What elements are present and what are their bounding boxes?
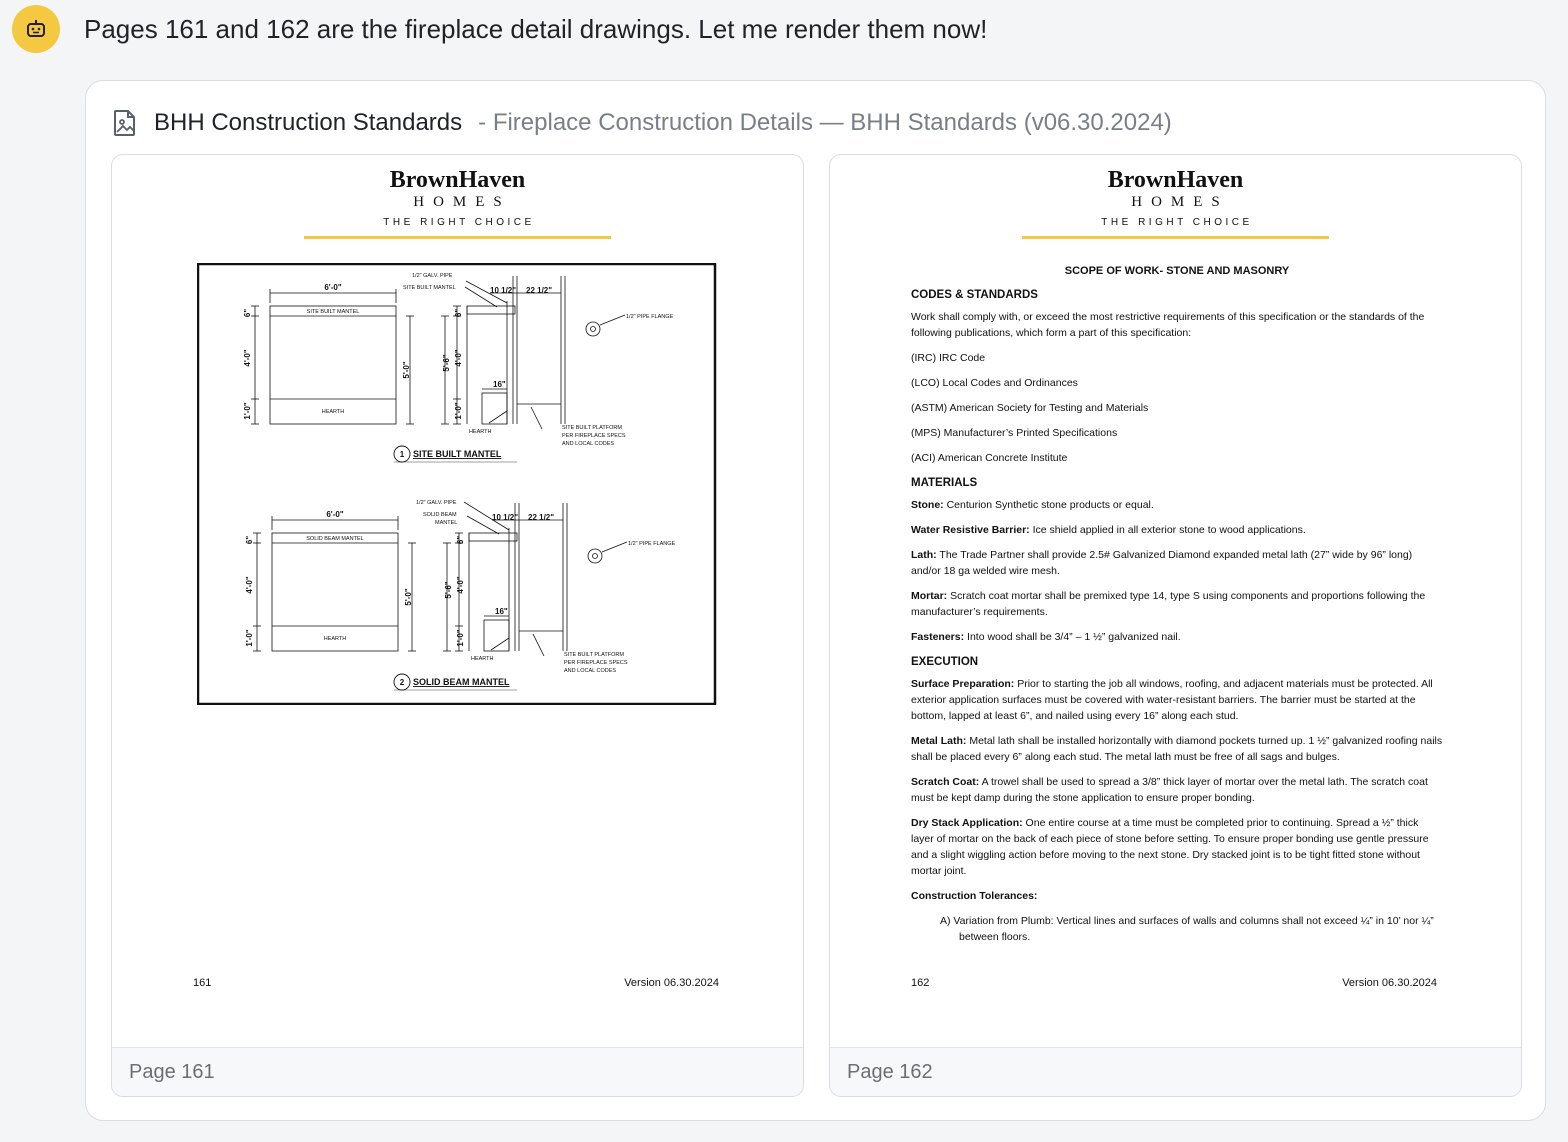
d1-depth-1012: 10 1/2" — [490, 286, 517, 295]
code-item: (LCO) Local Codes and Ordinances — [911, 377, 1078, 389]
page-preview-162[interactable] — [829, 154, 1522, 1097]
d2-side-h40: 4'-0" — [456, 576, 465, 594]
code-item: (IRC) IRC Code — [911, 352, 986, 364]
d1-width-label: 6'-0" — [324, 283, 342, 292]
robot-icon — [24, 17, 48, 41]
logo-accent-rule — [304, 236, 611, 239]
codes-heading: CODES & STANDARDS — [911, 289, 1038, 301]
fireplace-detail-drawing — [197, 263, 717, 705]
d2-side-mantel-label1: SOLID BEAM — [423, 512, 457, 518]
codes-intro: Work shall comply with, or exceed the most restrictive requirements of this specification or the standards of the following publications, which form a part of this specification: — [911, 311, 1425, 339]
d2-depth-2212: 22 1/2" — [528, 513, 555, 522]
logo-tagline: THE RIGHT CHOICE — [383, 217, 535, 228]
d1-side-h6: 6" — [454, 308, 463, 318]
d2-mantel-label: SOLID BEAM MANTEL — [306, 536, 364, 542]
page-label: Page 161 — [112, 1047, 803, 1096]
d1-h40-label: 4'-0" — [243, 349, 252, 367]
material-item: Water Resistive Barrier: Ice shield applied in all exterior stone to wood applications. — [911, 524, 1306, 536]
tolerance-item: A) Variation from Plumb: Vertical lines and surfaces of walls and columns shall not exceed ¼” in 10’ nor ¼” between floors. — [940, 915, 1434, 943]
material-item: Lath: The Trade Partner shall provide 2.5# Galvanized Diamond expanded metal lath (27” wide by 96” long) and/or 18 ga welded wire mesh. — [911, 549, 1413, 577]
d2-side-h10: 1'-0" — [456, 629, 465, 647]
d1-h6-label: 6" — [243, 308, 252, 318]
d1-side-h56: 5'-6" — [442, 354, 451, 372]
document-preview-card — [85, 80, 1546, 1121]
execution-item: Scratch Coat: A trowel shall be used to spread a 3/8” thick layer of mortar over the metal lath. The scratch coat must be kept damp during the stone application to ensure proper bonding. — [911, 776, 1428, 804]
page-label: Page 162 — [830, 1047, 1521, 1096]
d1-platform-line1: SITE BUILT PLATFORM — [562, 425, 622, 431]
d1-h50-label: 5'-0" — [402, 361, 411, 379]
d2-side-h56: 5'-6" — [444, 581, 453, 599]
document-subtitle: - Fireplace Construction Details — BHH Standards (v06.30.2024) — [478, 109, 1172, 136]
d1-callout-number: 1 — [399, 450, 405, 459]
execution-item: Metal Lath: Metal lath shall be installed horizontally with diamond pockets turned up. 1 ½” galvanized roofing nails shall be placed every 6” along each stud. The metal lath must be free of all sags and bulges. — [911, 735, 1443, 763]
d1-h10-label: 1'-0" — [243, 402, 252, 420]
d2-h16-label: 16" — [495, 607, 508, 616]
d2-h40-label: 4'-0" — [245, 576, 254, 594]
card-header — [112, 105, 1172, 141]
d2-side-h6: 6" — [456, 535, 465, 545]
logo-homes: HOMES — [1131, 194, 1229, 210]
logo-tagline: THE RIGHT CHOICE — [1101, 217, 1253, 228]
material-item: Stone: Centurion Synthetic stone products or equal. — [911, 499, 1154, 511]
assistant-avatar — [12, 5, 60, 53]
d2-width-label: 6'-0" — [326, 510, 344, 519]
d1-side-h40: 4'-0" — [454, 349, 463, 367]
d2-flange-label: 1/2" PIPE FLANGE — [628, 541, 676, 547]
detail-1-side — [441, 276, 625, 429]
d2-h6-label: 6" — [245, 535, 254, 545]
d2-platform-line3: AND LOCAL CODES — [564, 668, 617, 674]
tolerances-heading: Construction Tolerances: — [911, 890, 1038, 902]
page-preview-161[interactable] — [111, 154, 804, 1097]
d2-depth-1012: 10 1/2" — [492, 513, 519, 522]
logo-accent-rule — [1022, 236, 1329, 239]
d2-hearth-label: HEARTH — [323, 636, 347, 642]
document-title[interactable]: BHH Construction Standards — [154, 109, 463, 136]
d2-platform-line1: SITE BUILT PLATFORM — [564, 652, 624, 658]
d2-title: SOLID BEAM MANTEL — [413, 677, 510, 687]
code-item: (MPS) Manufacturer’s Printed Specifications — [911, 427, 1118, 439]
logo-brand: BrownHaven — [389, 167, 526, 193]
d2-side-hearth-label: HEARTH — [471, 656, 494, 662]
execution-heading: EXECUTION — [911, 656, 979, 668]
d1-title: SITE BUILT MANTEL — [413, 449, 502, 459]
d2-side-mantel-label2: MANTEL — [435, 520, 458, 526]
logo-brand: BrownHaven — [1107, 167, 1244, 193]
brand-logo — [830, 167, 1521, 239]
logo-homes: HOMES — [413, 194, 511, 210]
d2-pipe-label: 1/2" GALV. PIPE — [416, 500, 457, 506]
page-version: Version 06.30.2024 — [624, 977, 719, 989]
page-number: 162 — [911, 977, 930, 989]
d2-h10-label: 1'-0" — [245, 629, 254, 647]
d2-h50-label: 5'-0" — [404, 588, 413, 606]
material-item: Mortar: Scratch coat mortar shall be premixed type 14, type S using components and proportions following the manufacturer’s requirements. — [911, 590, 1426, 618]
code-item: (ACI) American Concrete Institute — [911, 452, 1068, 464]
code-item: (ASTM) American Society for Testing and Materials — [911, 402, 1149, 414]
material-item: Fasteners: Into wood shall be 3/4” – 1 ½” galvanized nail. — [911, 631, 1181, 643]
d2-platform-line2: PER FIREPLACE SPECS — [564, 660, 628, 666]
page-version: Version 06.30.2024 — [1342, 977, 1437, 989]
execution-item: Dry Stack Application: One entire course at a time must be completed prior to continuing. Spread a ½” thick layer of mortar on the back of each piece of stone before setting. To ensure proper bonding use gentle pressure and a slight wiggling action before moving to the next stone. Dry stacked joint is to be tight fitted stone without mortar joint. — [911, 817, 1429, 877]
d1-side-hearth-label: HEARTH — [469, 429, 492, 435]
d1-side-mantel-label: SITE BUILT MANTEL — [403, 285, 456, 291]
d2-callout-number: 2 — [399, 678, 405, 687]
d1-h16-label: 16" — [493, 380, 506, 389]
d1-side-h10: 1'-0" — [454, 402, 463, 420]
assistant-message: Pages 161 and 162 are the fireplace detail drawings. Let me render them now! — [84, 14, 988, 44]
page-number: 161 — [193, 977, 212, 989]
document-image-icon — [112, 109, 138, 137]
d1-mantel-label: SITE BUILT MANTEL — [306, 309, 360, 315]
materials-heading: MATERIALS — [911, 477, 978, 489]
d1-pipe-label: 1/2" GALV. PIPE — [412, 273, 453, 279]
d1-depth-2212: 22 1/2" — [526, 286, 553, 295]
d1-hearth-label: HEARTH — [321, 409, 345, 415]
scope-title: SCOPE OF WORK- STONE AND MASONRY — [1064, 265, 1290, 277]
d1-platform-line3: AND LOCAL CODES — [562, 441, 615, 447]
d1-flange-label: 1/2" PIPE FLANGE — [626, 314, 674, 320]
detail-2-side — [443, 502, 627, 656]
scope-of-work — [911, 263, 1443, 954]
d1-platform-line2: PER FIREPLACE SPECS — [562, 433, 626, 439]
brand-logo — [112, 167, 803, 239]
execution-item: Surface Preparation: Prior to starting the job all windows, roofing, and adjacent materials must be protected. All exterior application surfaces must be covered with water-resistant barriers. The barrier must be started at the bottom, lapped at least 6”, and nailed using every 16” along each stud. — [911, 678, 1433, 722]
